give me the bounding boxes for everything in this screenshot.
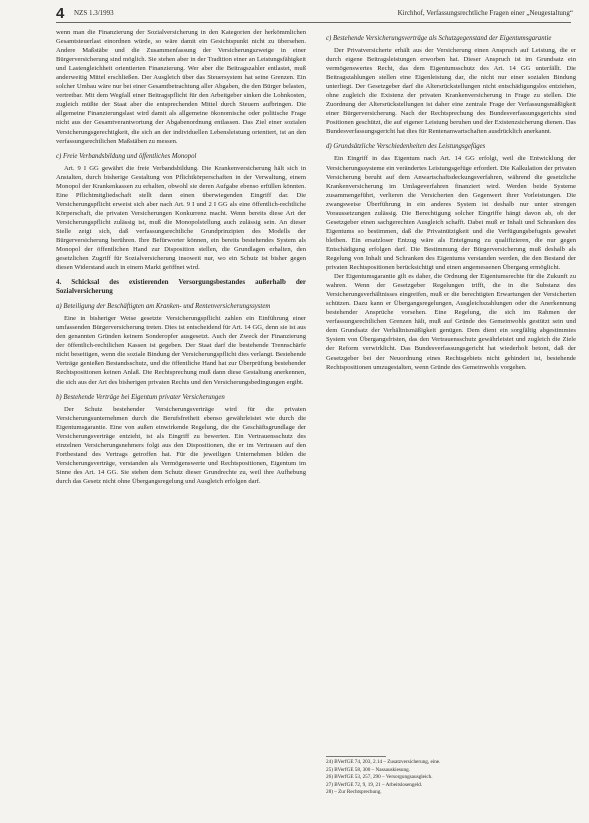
- left-column: [56, 28, 306, 486]
- running-header: [56, 5, 573, 22]
- footnote: 28) – Zur Rechtsprechung.: [326, 789, 382, 796]
- paragraph: Eine in bisheriger Weise gesetzte Versicherungspflicht zahlen ein Einführung einer umfassenden Bürgerversicherung treten. Dies ist entscheidend für Art. 14 GG, denn sie ist aus den genannten Gründen keinem Sonderopfer ausgesetzt. Auch der Zweck der Finanzierung der öffentlich-rechtlichen Kassen ist gegeben. Der Staat darf die bestehende Trennschärfe nicht beseitigen, wenn die soziale Bindung der Versicherungspflicht dies verlangt. Bestehende Verträge genießen Bestandsschutz, und die öffentliche Hand hat zur Überprüfung bestehender Rechtspositionen keinen Anlaß. Die Rechtsprechung muß dann diese Gestaltung anerkennen, die sich aus der Art des bisherigen privaten Rechts und den Versicherungsbedingungen ergibt.: [56, 315, 306, 386]
- paragraph: Der Eigentumsgarantie gilt es daher, die Ordnung der Eigentumsrechte für die Zukunft zu wahren. Wenn der Gesetzgeber Regelungen trifft, die in die Substanz des Versicherungsverhältnisses eingreifen, muß er die berechtigten Erwartungen der Versicherten schützen. Dazu kann er Übergangsregelungen, Ausgleichszahlungen oder die Anerkennung bestehender Ansprüche vorsehen. Eine Regelung, die sich im Rahmen der verfassungsrechtlichen Grenzen hält, muß auf Gründe des Gemeinwohls gestützt sein und dem Grundsatz der Verhältnismäßigkeit genügen. Dem dient ein sorgfältig abgestimmtes System von Übergangsfristen, das den Vertrauensschutz gewährleistet und zugleich die Ziele der Reform verwirklicht. Das Bundesverfassungsgericht hat wiederholt betont, daß der Gesetzgeber bei der Neuordnung eines Rechtsgebiets nicht gehindert ist, bestehende Rechtspositionen umzugestalten, wenn Gründe des Gemeinwohls vorgehen.: [326, 273, 576, 371]
- right-column: [326, 28, 576, 372]
- footnote: 24) BVerfGE 74, 203, 2.14 – Zusatzversicherung, eine.: [326, 759, 441, 765]
- section-heading: c) Bestehende Versicherungsverträge als Schutzgegenstand der Eigentumsgarantie: [326, 35, 552, 42]
- header-rule: [56, 22, 571, 23]
- section-heading: a) Beteiligung der Beschäftigten am Kranken- und Rentenversicherungssystem: [56, 303, 271, 311]
- paragraph: Ein Eingriff in das Eigentum nach Art. 14 GG erfolgt, weil die Entwicklung der Versicherungssysteme ein verändertes Leistungsgefüge erfordert. Die Kalkulation der privaten Versicherung beruht auf dem Anwartschaftsdeckungsverfahren, während die gesetzliche Krankenversicherung im Umlageverfahren finanziert wird. Werden beide Systeme zusammengeführt, verlieren die Versicherten den Gegenwert ihrer Vorleistungen. Die zwangsweise Überführung in ein anderes System ist deshalb nur unter strengen Voraussetzungen zulässig. Die Berechtigung solcher Eingriffe hängt davon ab, ob der Gesetzgeber einen sachgerechten Ausgleich schafft. Dabei muß er Inhalt und Schranken des Eigentums so bestimmen, daß die Privatnützigkeit und die Verfügungsbefugnis gewahrt bleiben. Ein ersatzloser Entzug wäre als Enteignung zu qualifizieren, die nur gegen Entschädigung erfolgen darf. Die Bestimmung der Bürgerversicherung muß deshalb als Regelung von Inhalt und Schranken des Eigentums verstanden werden, die den Bestand der privaten Rechtspositionen berücksichtigt und einen angemessenen Übergang ermöglicht.: [326, 155, 576, 272]
- journal-citation: NZS 1.3/1993: [74, 9, 114, 17]
- footnote-rule: [326, 756, 386, 757]
- footnote: 25) BVerfGE 58, 300 – Nassauskiesung.: [326, 766, 410, 773]
- footnote: 26) BVerfGE 53, 257, 290 – Versorgungsausgleich.: [326, 774, 433, 781]
- section-heading: b) Bestehende Verträge bei Eigentum privater Versicherungen: [56, 393, 225, 401]
- paragraph: wenn man die Finanzierung der Sozialversicherung in den Kategorien der herkömmlichen Gesamtsteuerlast einordnen würde, so wäre damit ein Gesichtspunkt nicht zu übersehen. Andere Maßstäbe und die Zusammenfassung der Versicherungszweige in einer Bürgerversicherung sind möglich. Sie stehen aber in der Tradition einer an Leistungsfähigkeit und Lastengleichheit orientierten Finanzierung. Wer aber die Beitragszahler entlastet, muß anderweitig Mittel erschließen. Der Ausgleich über das Steuersystem hat seine Grenzen. Ein solcher Umbau wäre nur bei einer Gesamtbetrachtung aller Abgaben, die den Bürger belasten, vertretbar. Mit dem Wegfall einer Beitragspflicht für den Arbeitgeber sinken die Lohnkosten, zugleich müßte der Staat aber die entsprechenden Mittel durch Steuern aufbringen. Die allgemeine Finanzierungslast wird damit als allgemeine ökonomische oder politische Frage nicht aus der Gesamtverantwortung der Abgabenordnung entlassen. Das Ziel einer sozialen Versicherungsgerechtigkeit, die sich an der individuellen Lebensleistung orientiert, ist an den verfassungsrechtlichen Maßstäben zu messen.: [56, 29, 306, 145]
- running-title: Kirchhof, Verfassungsrechtliche Fragen einer „Neugestaltung“: [397, 9, 573, 17]
- section-heading: c) Freie Verbandsbildung und öffentliches Monopol: [56, 152, 197, 160]
- paragraph: Art. 9 I GG gewährt die freie Verbandsbildung. Die Krankenversicherung hält sich in Anstalten, durch bisherige Gestaltung von Pflichtkörperschaften in der Verwaltung, einem Monopol der Krankenkassen zu erhalten, obwohl sie deren Aufgabe ebenso erfüllen könnten. Eine Pflichtmitgliedschaft stellt dann einen überwiegenden Eingriff dar. Die Versicherungspflicht erweist sich aber nach Art. 9 I und 2 I GG als eine öffentlich-rechtliche Körperschaft, die privaten Versicherungen Konkurrenz macht. Wenn bereits diese Art der Versicherungspflicht zulässig ist, muß die Monopolstellung auch zulässig sein. An dieser Stelle zeigt sich, daß verfassungsrechtliche Grundprinzipien des Modells der Bürgerversicherung berühren. Ihre Befürworter können, ein bereits bestehendes System als Monopol der öffentlichen Hand zur Disposition stellen, die Grundlagen erhalten, den gesetzlichen Zugriff für Sozialversicherung insoweit nur, wo ein Schutz ist bisher gegen diesen Widerstand auch in einem Markt geöffnet wird.: [56, 164, 306, 272]
- section-heading: 4. Schicksal des existierenden Versorgungsbestandes außerhalb der Sozialversicherung: [56, 278, 306, 296]
- section-heading: d) Grundsätzliche Verschiedenheiten des Leistungsgefüges: [326, 143, 486, 151]
- page-number: 4: [56, 5, 65, 22]
- paragraph: Der Privatversicherte erhält aus der Versicherung einen Anspruch auf Leistung, die er durch eigene Beitragsleistungen erworben hat. Dieser Anspruch ist im Grundsatz ein vermögenswertes Recht, das dem Eigentumsschutz des Art. 14 GG unterfällt. Die Beitragszahlungen stellen eine Eigenleistung dar, die nicht nur einer sozialen Bindung unterliegt. Der Gesetzgeber darf die Altersrückstellungen nicht entschädigungslos entziehen, ohne zugleich die Existenz der privaten Krankenversicherung in Frage zu stellen. Die Zuordnung der Altersrückstellungen ist daher eine zentrale Frage der Verfassungsmäßigkeit einer Bürgerversicherung. Nach der Rechtsprechung des Bundesverfassungsgerichts sind Positionen geschützt, die auf eigener Leistung beruhen und der Existenzsicherung dienen. Das Bundesverfassungsgericht hat dies für Rentenanwartschaften ausdrücklich anerkannt.: [326, 47, 576, 136]
- footnotes: [326, 759, 576, 797]
- paragraph: Der Schutz bestehender Versicherungsverträge wird für die privaten Versicherungsunternehmen durch die Berufsfreiheit ebenso gewährleistet wie durch die Eigentumsgarantie. Eine von außen einwirkende Regelung, die die Geschäftsgrundlage der Versicherungsverträge entzieht, ist als Eingriff zu bewerten. Ein Vertrauensschutz des einzelnen Versicherungsnehmers folgt aus den Dispositionen, die er im Vertrauen auf den Fortbestand des Vertrags getroffen hat. Für die jeweiligen Unternehmen bilden die Versicherungsverträge, verstanden als Vermögenswerte und Rechtspositionen, Eigentum im Sinne des Art. 14 GG. Sie stehen dem Schutz dieser Grundrechte zu, weil ihre Aufhebung durch das Gesetz nicht ohne Übergangsregelung und Ausgleich erfolgen darf.: [56, 405, 306, 485]
- footnote: 27) BVerfGE 72, 9, 19, 21 – Arbeitslosengeld.: [326, 781, 423, 788]
